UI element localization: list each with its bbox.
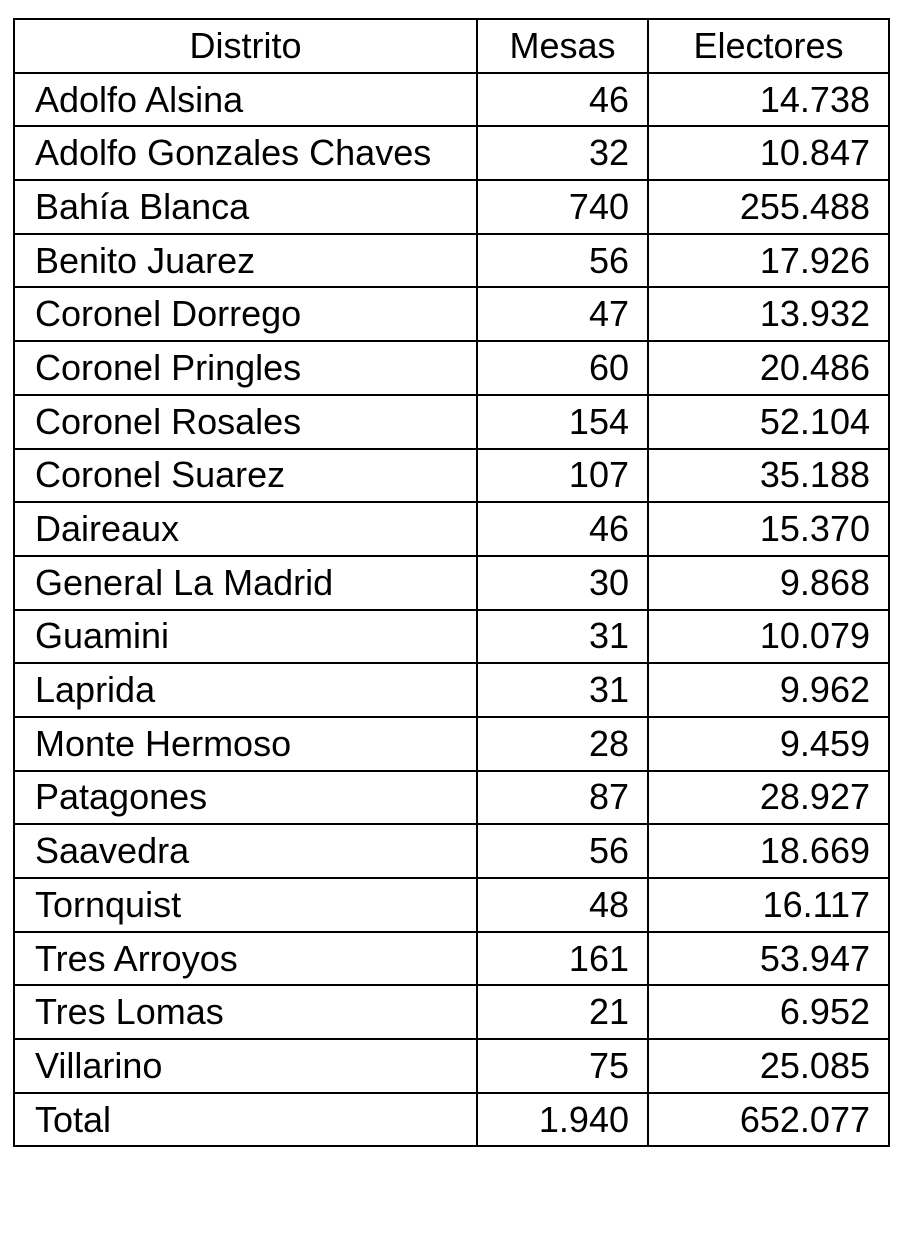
cell-electores: 9.459	[648, 717, 889, 771]
table-row	[14, 449, 889, 503]
cell-electores: 9.868	[648, 556, 889, 610]
table-row	[14, 180, 889, 234]
cell-electores: 17.926	[648, 234, 889, 288]
cell-mesas: 48	[477, 878, 648, 932]
cell-mesas: 30	[477, 556, 648, 610]
table-row	[14, 932, 889, 986]
table-row	[14, 878, 889, 932]
cell-distrito: Laprida	[14, 663, 477, 717]
table-row	[14, 341, 889, 395]
header-distrito: Distrito	[14, 19, 477, 73]
cell-electores: 53.947	[648, 932, 889, 986]
cell-distrito: Daireaux	[14, 502, 477, 556]
table-total-row	[14, 1093, 889, 1147]
cell-distrito: Coronel Pringles	[14, 341, 477, 395]
header-electores: Electores	[648, 19, 889, 73]
cell-mesas: 46	[477, 502, 648, 556]
cell-electores: 10.079	[648, 610, 889, 664]
cell-electores: 52.104	[648, 395, 889, 449]
cell-mesas: 21	[477, 985, 648, 1039]
table-row	[14, 502, 889, 556]
cell-mesas: 87	[477, 771, 648, 825]
cell-mesas: 47	[477, 287, 648, 341]
cell-mesas: 740	[477, 180, 648, 234]
cell-distrito: Adolfo Alsina	[14, 73, 477, 127]
cell-mesas: 107	[477, 449, 648, 503]
table-row	[14, 395, 889, 449]
cell-mesas: 161	[477, 932, 648, 986]
cell-mesas: 31	[477, 610, 648, 664]
table-row	[14, 663, 889, 717]
total-electores: 652.077	[648, 1093, 889, 1147]
cell-electores: 20.486	[648, 341, 889, 395]
table-row	[14, 610, 889, 664]
cell-distrito: Tornquist	[14, 878, 477, 932]
cell-distrito: Adolfo Gonzales Chaves	[14, 126, 477, 180]
cell-distrito: Guamini	[14, 610, 477, 664]
cell-distrito: Coronel Suarez	[14, 449, 477, 503]
cell-distrito: Tres Lomas	[14, 985, 477, 1039]
total-label: Total	[14, 1093, 477, 1147]
table-row	[14, 985, 889, 1039]
cell-distrito: Monte Hermoso	[14, 717, 477, 771]
district-table	[13, 18, 890, 1147]
cell-distrito: Patagones	[14, 771, 477, 825]
cell-distrito: Benito Juarez	[14, 234, 477, 288]
table-row	[14, 73, 889, 127]
table-row	[14, 771, 889, 825]
cell-distrito: Coronel Dorrego	[14, 287, 477, 341]
table-row	[14, 234, 889, 288]
total-mesas: 1.940	[477, 1093, 648, 1147]
cell-electores: 255.488	[648, 180, 889, 234]
cell-electores: 25.085	[648, 1039, 889, 1093]
table-body	[14, 73, 889, 1147]
cell-electores: 6.952	[648, 985, 889, 1039]
cell-mesas: 31	[477, 663, 648, 717]
table-header-row	[14, 19, 889, 73]
table-row	[14, 287, 889, 341]
table-row	[14, 1039, 889, 1093]
cell-mesas: 28	[477, 717, 648, 771]
cell-electores: 16.117	[648, 878, 889, 932]
cell-electores: 28.927	[648, 771, 889, 825]
cell-electores: 9.962	[648, 663, 889, 717]
cell-mesas: 60	[477, 341, 648, 395]
cell-electores: 35.188	[648, 449, 889, 503]
header-mesas: Mesas	[477, 19, 648, 73]
cell-distrito: Bahía Blanca	[14, 180, 477, 234]
cell-mesas: 56	[477, 824, 648, 878]
cell-mesas: 56	[477, 234, 648, 288]
cell-distrito: Tres Arroyos	[14, 932, 477, 986]
cell-distrito: Saavedra	[14, 824, 477, 878]
cell-distrito: General La Madrid	[14, 556, 477, 610]
table-row	[14, 717, 889, 771]
cell-electores: 15.370	[648, 502, 889, 556]
cell-electores: 18.669	[648, 824, 889, 878]
table-row	[14, 824, 889, 878]
table-row	[14, 126, 889, 180]
cell-mesas: 46	[477, 73, 648, 127]
cell-mesas: 154	[477, 395, 648, 449]
cell-distrito: Coronel Rosales	[14, 395, 477, 449]
table-row	[14, 556, 889, 610]
cell-distrito: Villarino	[14, 1039, 477, 1093]
cell-electores: 14.738	[648, 73, 889, 127]
cell-electores: 10.847	[648, 126, 889, 180]
cell-electores: 13.932	[648, 287, 889, 341]
cell-mesas: 75	[477, 1039, 648, 1093]
cell-mesas: 32	[477, 126, 648, 180]
